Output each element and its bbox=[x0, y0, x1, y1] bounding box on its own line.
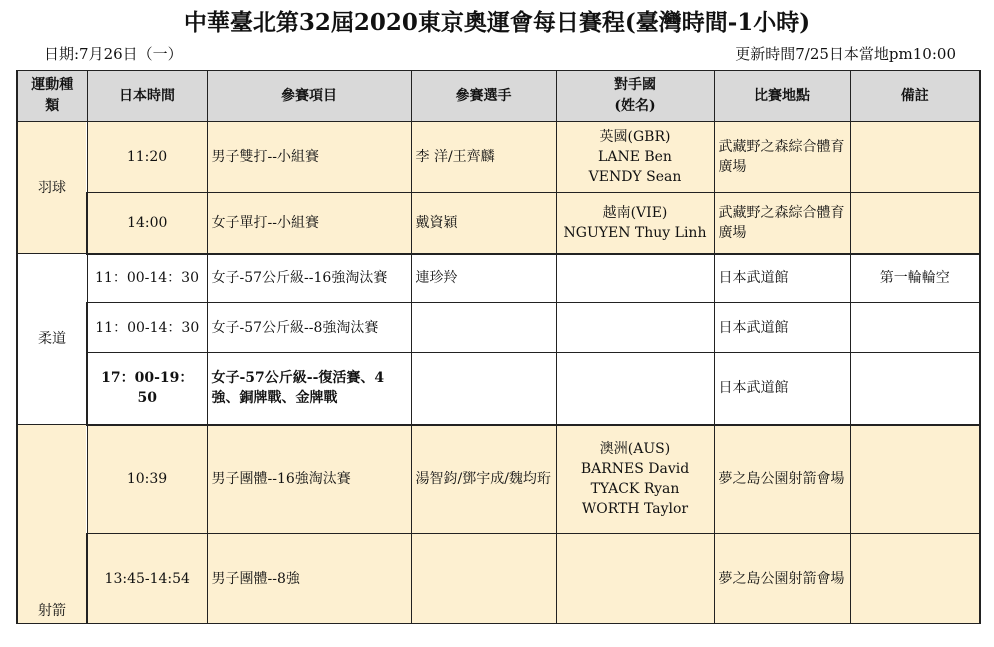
opponent-cell bbox=[556, 254, 714, 303]
venue-cell: 日本武道館 bbox=[714, 353, 850, 425]
col-athletes: 參賽選手 bbox=[411, 71, 556, 122]
update-time: 更新時間7/25日本當地pm10:00 bbox=[735, 45, 956, 63]
col-event: 參賽項目 bbox=[207, 71, 411, 122]
athletes-cell bbox=[411, 353, 556, 425]
note-cell bbox=[850, 353, 980, 425]
time-cell: 13:45-14:54 bbox=[87, 534, 207, 624]
schedule-date: 日期:7月26日（一） bbox=[44, 45, 183, 63]
schedule-table bbox=[16, 70, 981, 624]
note-cell bbox=[850, 303, 980, 353]
sport-cell: 射箭 bbox=[17, 425, 87, 624]
table-row bbox=[17, 254, 980, 303]
event-cell: 男子團體--16強淘汰賽 bbox=[207, 425, 411, 534]
page-title: 中華臺北第32屆2020東京奧運會每日賽程(臺灣時間-1小時) bbox=[183, 9, 811, 36]
athletes-cell bbox=[411, 303, 556, 353]
col-venue: 比賽地點 bbox=[714, 71, 850, 122]
header-row bbox=[17, 71, 980, 122]
sport-cell: 羽球 bbox=[17, 122, 87, 254]
sport-cell: 柔道 bbox=[17, 254, 87, 425]
time-cell: 14:00 bbox=[87, 193, 207, 254]
note-cell bbox=[850, 425, 980, 534]
venue-cell: 夢之島公園射箭會場 bbox=[714, 534, 850, 624]
venue-cell: 夢之島公園射箭會場 bbox=[714, 425, 850, 534]
table-row bbox=[17, 534, 980, 624]
opponent-cell: 英國(GBR) LANE Ben VENDY Sean bbox=[556, 122, 714, 193]
col-time: 日本時間 bbox=[87, 71, 207, 122]
note-cell bbox=[850, 534, 980, 624]
time-cell: 11：00-14：30 bbox=[87, 303, 207, 353]
note-cell: 第一輪輪空 bbox=[850, 254, 980, 303]
venue-cell: 武藏野之森綜合體育廣場 bbox=[714, 193, 850, 254]
table-row bbox=[17, 425, 980, 534]
athletes-cell: 李 洋/王齊麟 bbox=[411, 122, 556, 193]
event-cell: 女子單打--小組賽 bbox=[207, 193, 411, 254]
venue-cell: 日本武道館 bbox=[714, 303, 850, 353]
athletes-cell bbox=[411, 534, 556, 624]
event-cell: 男子團體--8強 bbox=[207, 534, 411, 624]
note-cell bbox=[850, 193, 980, 254]
col-opponent: 對手國 (姓名) bbox=[556, 71, 714, 122]
table-row bbox=[17, 353, 980, 425]
time-cell: 10:39 bbox=[87, 425, 207, 534]
col-note: 備註 bbox=[850, 71, 980, 122]
note-cell bbox=[850, 122, 980, 193]
event-cell: 女子-57公斤級--16強淘汰賽 bbox=[207, 254, 411, 303]
table-row bbox=[17, 122, 980, 193]
athletes-cell: 連珍羚 bbox=[411, 254, 556, 303]
venue-cell: 日本武道館 bbox=[714, 254, 850, 303]
event-cell: 男子雙打--小組賽 bbox=[207, 122, 411, 193]
event-cell: 女子-57公斤級--8強淘汰賽 bbox=[207, 303, 411, 353]
table-row bbox=[17, 303, 980, 353]
opponent-cell: 越南(VIE) NGUYEN Thuy Linh bbox=[556, 193, 714, 254]
opponent-cell: 澳洲(AUS) BARNES David TYACK Ryan WORTH Taylor bbox=[556, 425, 714, 534]
opponent-cell bbox=[556, 353, 714, 425]
event-cell: 女子-57公斤級--復活賽、4強、銅牌戰、金牌戰 bbox=[207, 353, 411, 425]
athletes-cell: 湯智鈞/鄧宇成/魏均珩 bbox=[411, 425, 556, 534]
opponent-cell bbox=[556, 534, 714, 624]
time-cell: 11：00-14：30 bbox=[87, 254, 207, 303]
time-cell: 11:20 bbox=[87, 122, 207, 193]
venue-cell: 武藏野之森綜合體育廣場 bbox=[714, 122, 850, 193]
athletes-cell: 戴資穎 bbox=[411, 193, 556, 254]
table-row bbox=[17, 193, 980, 254]
col-sport: 運動種 類 bbox=[17, 71, 87, 122]
opponent-cell bbox=[556, 303, 714, 353]
time-cell: 17：00-19：50 bbox=[87, 353, 207, 425]
